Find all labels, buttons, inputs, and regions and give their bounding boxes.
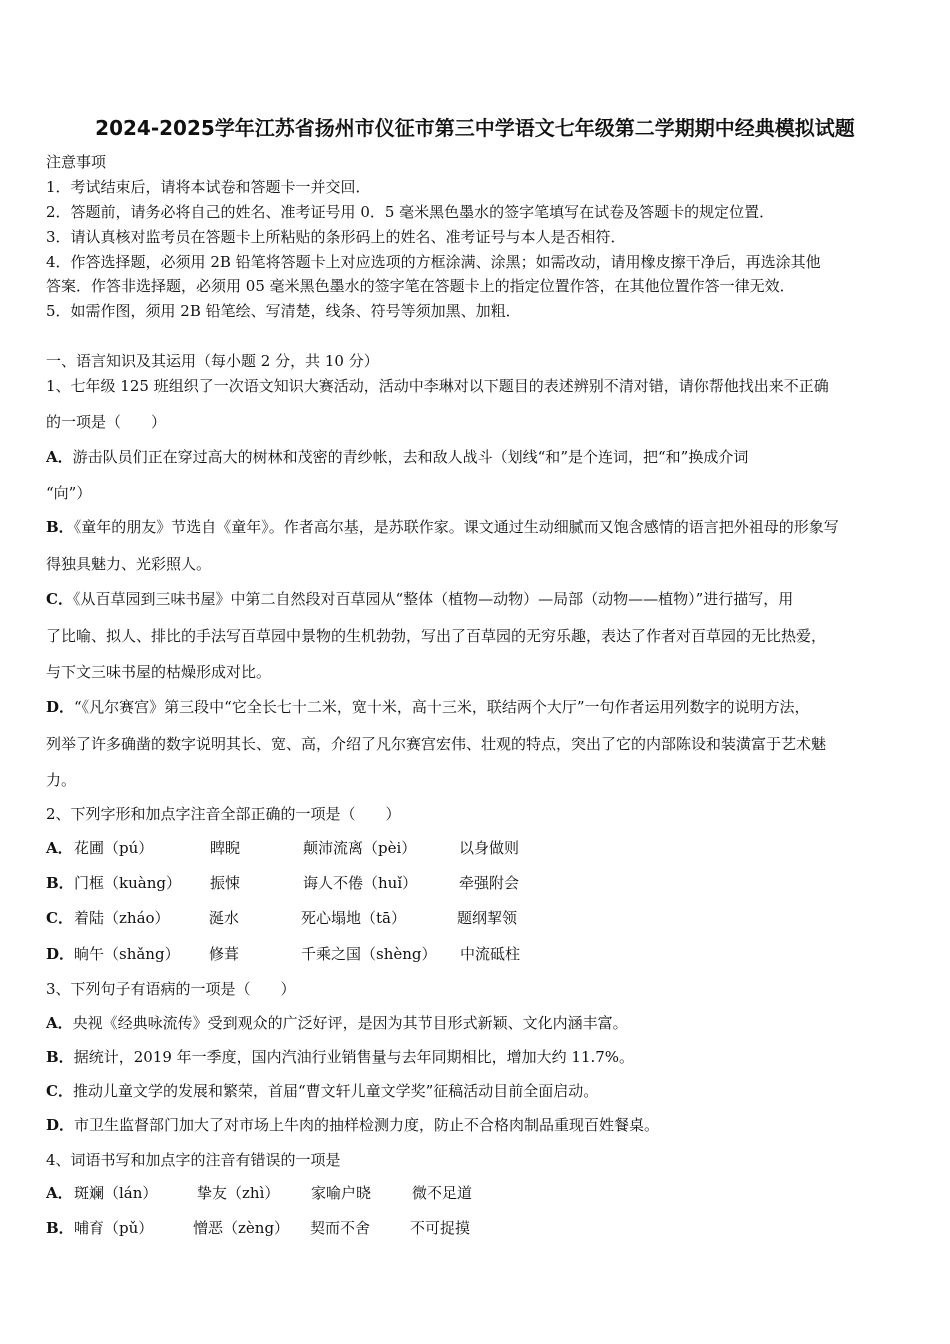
section-heading: 一、语言知识及其运用（每小题 2 分，共 10 分）: [46, 352, 379, 370]
q1-option-c-cont: 与下文三味书屋的枯燥形成对比。: [46, 663, 272, 681]
word: 挚友（zhì）: [197, 1184, 280, 1202]
q1-option-d-cont: 列举了许多确凿的数字说明其长、宽、高，介绍了凡尔赛宫宏伟、壮观的特点，突出了它的内部陈设和装潢富于艺术魅: [46, 735, 827, 753]
option-label: B．: [46, 1048, 74, 1066]
word: 门框（kuàng）: [74, 874, 181, 892]
option-text: 据统计，2019 年一季度，国内汽油行业销售量与去年同期相比，增加大约 11.7%。: [73, 1048, 635, 1066]
q3-option-d: [46, 1115, 659, 1135]
q1-option-b-cont: 得独具魅力、光彩照人。: [46, 555, 212, 573]
q1-option-a: [46, 447, 748, 467]
word: 以身做则: [459, 839, 520, 857]
option-text: 游击队员们正在穿过高大的树林和茂密的青纱帐，去和敌人战斗（划线“和”是个连词，把“和”换成介词: [72, 448, 749, 466]
option-text: 《童年的朋友》节选自《童年》。作者高尔基，是苏联作家。课文通过生动细腻而又饱含感情的语言把外祖母的形象写: [73, 518, 839, 536]
q4-stem: 4、词语书写和加点字的注音有错误的一项是: [46, 1151, 341, 1169]
option-text: 央视《经典咏流传》受到观众的广泛好评，是因为其节目形式新颖、文化内涵丰富。: [72, 1014, 628, 1032]
q1-option-b: [46, 517, 839, 537]
option-label: C．: [46, 590, 73, 608]
notice-heading: 注意事项: [46, 153, 107, 171]
notice-item: 5．如需作图，须用 2B 铅笔绘、写清楚，线条、符号等须加黑、加粗．: [46, 302, 521, 320]
option-label: D．: [46, 698, 75, 716]
word: 牵强附会: [459, 874, 520, 892]
word: 着陆（zháo）: [74, 909, 170, 927]
q1-option-d-cont: 力。: [46, 771, 77, 789]
option-label: A．: [46, 839, 73, 857]
option-label: D．: [46, 1116, 75, 1134]
q3-option-a: [46, 1013, 628, 1033]
notice-item: 2．答题前，请务必将自己的姓名、准考证号用 0．5 毫米黑色墨水的签字笔填写在试卷及答题卡的规定位置．: [46, 203, 775, 221]
word: 诲人不倦（huǐ）: [303, 874, 418, 892]
word: 微不足道: [412, 1184, 473, 1202]
q1-stem: 1、七年级 125 班组织了一次语文知识大赛活动，活动中李琳对以下题目的表述辨别不清对错，请你帮他找出来不正确: [46, 377, 829, 395]
option-label: A．: [46, 1184, 73, 1202]
q1-option-c-cont: 了比喻、拟人、排比的手法写百草园中景物的生机勃勃，写出了百草园的无穷乐趣，表达了作者对百草园的无比热爱，: [46, 627, 827, 645]
q1-option-a-cont: “向”）: [46, 484, 92, 502]
word: 振悚: [210, 874, 241, 892]
option-label: C．: [46, 1082, 73, 1100]
q1-option-d: [46, 697, 810, 717]
option-text: 《从百草园到三味书屋》中第二自然段对百草园从“整体（植物—动物）—局部（动物——植物）”进行描写，用: [72, 590, 794, 608]
notice-item: 4．作答选择题，必须用 2B 铅笔将答题卡上对应选项的方框涂满、涂黑；如需改动，请用橡皮擦干净后，再选涂其他: [46, 253, 821, 271]
word: 晌午（shǎng）: [74, 945, 180, 963]
word: 不可捉摸: [410, 1219, 471, 1237]
word: 斑斓（lán）: [74, 1184, 158, 1202]
word: 中流砥柱: [460, 945, 521, 963]
option-label: A．: [46, 1014, 73, 1032]
option-label: D．: [46, 945, 75, 963]
option-label: C．: [46, 909, 73, 927]
q3-stem: 3、下列句子有语病的一项是（ ）: [46, 980, 296, 998]
option-text: 市卫生监督部门加大了对市场上牛肉的抽样检测力度，防止不合格肉制品重现百姓餐桌。: [74, 1116, 660, 1134]
option-text: 推动儿童文学的发展和繁荣，首届“曹文轩儿童文学奖”征稿活动目前全面启动。: [72, 1082, 599, 1100]
q1-option-c: [46, 589, 793, 609]
word: 哺育（pǔ）: [74, 1219, 154, 1237]
q1-stem-cont: 的一项是（ ）: [46, 413, 167, 431]
notice-item: 3．请认真核对监考员在答题卡上所粘贴的条形码上的姓名、准考证号与本人是否相符．: [46, 228, 626, 246]
q3-option-c: [46, 1081, 598, 1101]
option-text: “《凡尔赛宫》第三段中“它全长七十二米，宽十米，高十三米，联结两个大厅”一句作者运用列数字的说明方法，: [74, 698, 810, 716]
word: 题纲挈领: [457, 909, 518, 927]
option-label: B．: [46, 518, 74, 536]
notice-item: 1．考试结束后，请将本试卷和答题卡一并交回．: [46, 178, 371, 196]
word: 死心塌地（tā）: [301, 909, 406, 927]
word: 颠沛流离（pèi）: [303, 839, 417, 857]
word: 睥睨: [210, 839, 241, 857]
notice-item: 答案．作答非选择题，必须用 05 毫米黑色墨水的签字笔在答题卡上的指定位置作答，在其他位置作答一律无效．: [46, 277, 795, 295]
word: 涎水: [209, 909, 240, 927]
q2-stem: 2、下列字形和加点字注音全部正确的一项是（ ）: [46, 805, 401, 823]
word: 憎恶（zèng）: [193, 1219, 290, 1237]
word: 千乘之国（shèng）: [301, 945, 437, 963]
page-title: 2024-2025学年江苏省扬州市仪征市第三中学语文七年级第二学期期中经典模拟试题: [95, 116, 855, 140]
word: 花圃（pú）: [74, 839, 154, 857]
option-label: A．: [46, 448, 73, 466]
word: 修葺: [209, 945, 240, 963]
word: 契而不舍: [310, 1219, 371, 1237]
option-label: B．: [46, 874, 74, 892]
option-label: B．: [46, 1219, 74, 1237]
q3-option-b: [46, 1047, 634, 1067]
word: 家喻户晓: [311, 1184, 372, 1202]
